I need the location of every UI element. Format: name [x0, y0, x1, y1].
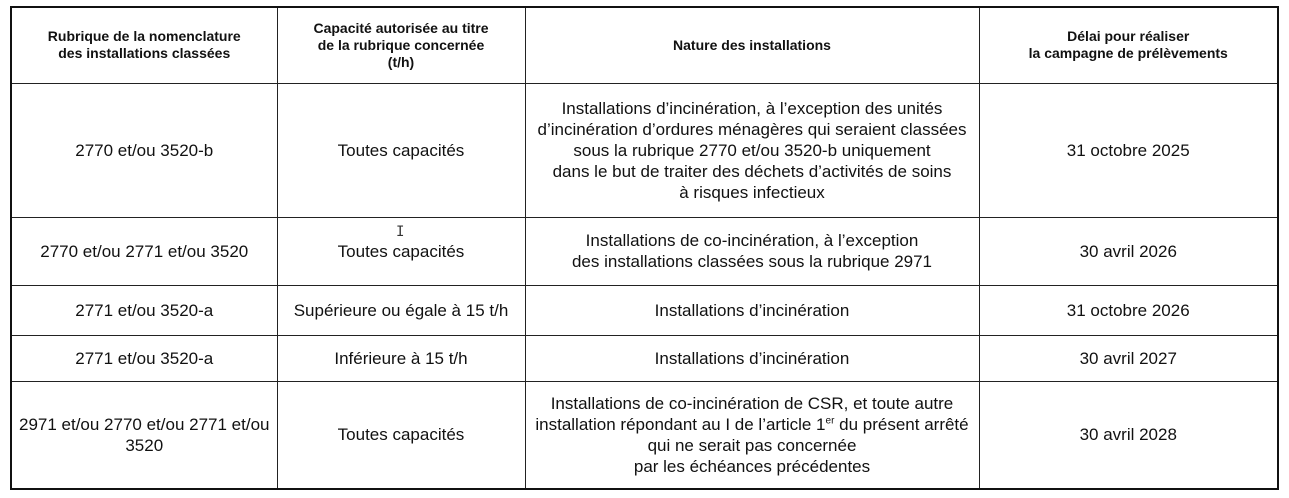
cell-capacite: Supérieure ou égale à 15 t/h [277, 285, 525, 335]
header-rubrique: Rubrique de la nomenclature des installations classées [11, 7, 277, 83]
cell-nature: Installations d’incinération, à l’exception des unités d’incinération d’ordures ménagères qui seraient classées sous la rubrique 2770 et/ou 3520-b uniquement dans le but de traiter des déchets d’activités de soins à risques infectieux [525, 83, 979, 217]
cell-delai: 30 avril 2028 [979, 381, 1278, 489]
cell-nature: Installations d’incinération [525, 285, 979, 335]
cell-nature: Installations de co-incinération de CSR, et toute autre installation répondant au I de l’article 1er du présent arrêté qui ne serait pas concernée par les échéances précédentes [525, 381, 979, 489]
table-row [11, 217, 1278, 285]
cell-delai: 31 octobre 2025 [979, 83, 1278, 217]
cell-delai: 30 avril 2027 [979, 335, 1278, 381]
header-nature: Nature des installations [525, 7, 979, 83]
nature-line-with-sup: installation répondant au I de l’article 1er du présent arrêté [535, 414, 969, 434]
text-cursor-icon: I [396, 224, 405, 240]
cell-rubrique: 2771 et/ou 3520-a [11, 335, 277, 381]
table-row [11, 381, 1278, 489]
cell-capacite: Inférieure à 15 t/h [277, 335, 525, 381]
cell-rubrique: 2971 et/ou 2770 et/ou 2771 et/ou 3520 [11, 381, 277, 489]
header-row [11, 7, 1278, 83]
header-delai: Délai pour réaliser la campagne de prélèvements [979, 7, 1278, 83]
cell-rubrique: 2771 et/ou 3520-a [11, 285, 277, 335]
cell-delai: 30 avril 2026 [979, 217, 1278, 285]
cell-nature: Installations d’incinération [525, 335, 979, 381]
cell-capacite: Toutes capacités [277, 217, 525, 285]
cell-capacite: Toutes capacités [277, 83, 525, 217]
deadline-table [10, 6, 1279, 490]
table-row [11, 83, 1278, 217]
cell-nature: Installations de co-incinération, à l’exception des installations classées sous la rubrique 2971 [525, 217, 979, 285]
table-row [11, 285, 1278, 335]
cell-rubrique: 2770 et/ou 2771 et/ou 3520 [11, 217, 277, 285]
header-capacite: Capacité autorisée au titre de la rubrique concernée (t/h) [277, 7, 525, 83]
cell-delai: 31 octobre 2026 [979, 285, 1278, 335]
table-row [11, 335, 1278, 381]
cell-capacite: Toutes capacités [277, 381, 525, 489]
cell-rubrique: 2770 et/ou 3520-b [11, 83, 277, 217]
